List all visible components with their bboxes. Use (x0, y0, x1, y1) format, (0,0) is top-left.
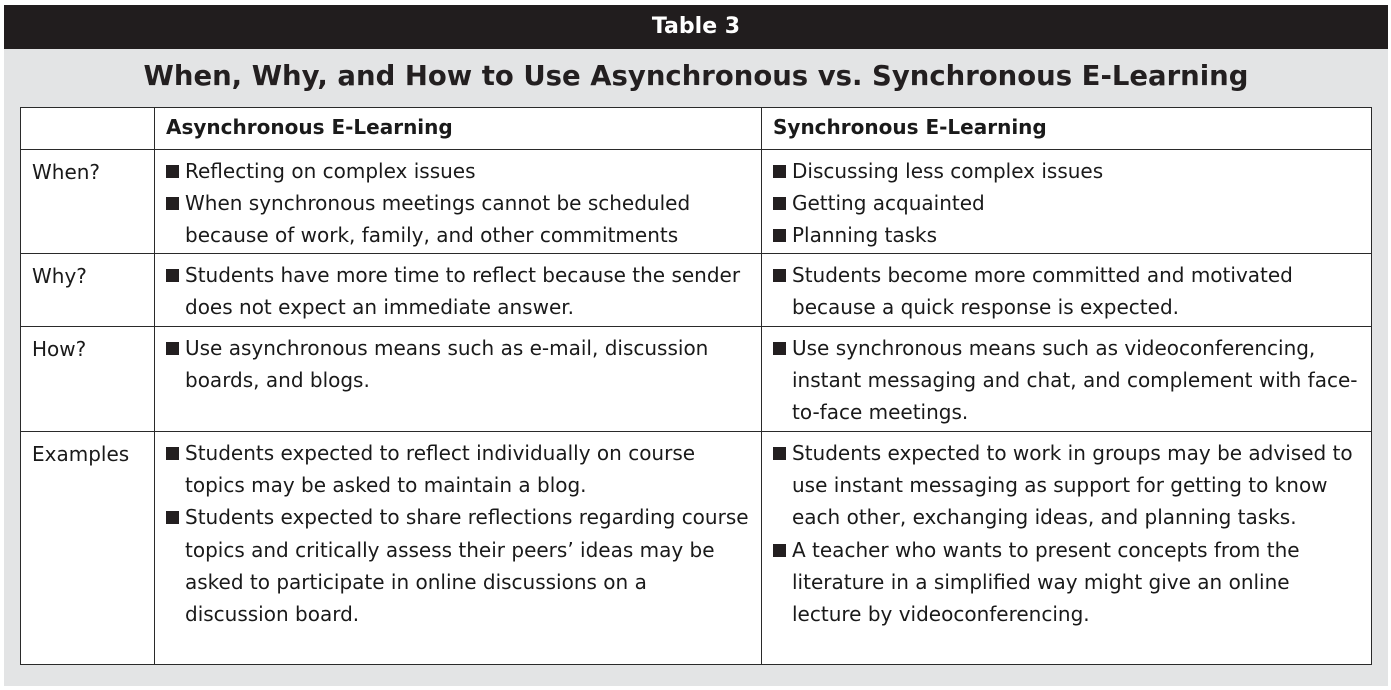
square-bullet-icon (773, 165, 786, 178)
list-item: When synchronous meetings cannot be scheduled because of work, family, and other commitments (166, 187, 755, 251)
table-row-why (21, 254, 1372, 327)
list-item: Students expected to work in groups may be advised to use instant messaging as support for getting to know each other, exchanging ideas, and planning tasks. (773, 437, 1365, 534)
row-label: Examples (21, 432, 155, 665)
synchronous-cell (762, 432, 1372, 665)
square-bullet-icon (166, 197, 179, 210)
row-label: How? (21, 327, 155, 432)
square-bullet-icon (773, 197, 786, 210)
asynchronous-cell (155, 150, 762, 254)
row-label: When? (21, 150, 155, 254)
square-bullet-icon (773, 269, 786, 282)
list-item: Use asynchronous means such as e-mail, discussion boards, and blogs. (166, 332, 755, 396)
list-item: Students become more committed and motivated because a quick response is expected. (773, 259, 1365, 323)
list-item: Students expected to reflect individually on course topics may be asked to maintain a blog. (166, 437, 755, 501)
asynchronous-cell (155, 254, 762, 327)
table-row-when (21, 150, 1372, 254)
square-bullet-icon (773, 229, 786, 242)
list-item: Reflecting on complex issues (166, 155, 755, 187)
table-row-how (21, 327, 1372, 432)
comparison-table (20, 107, 1372, 665)
square-bullet-icon (166, 165, 179, 178)
asynchronous-cell (155, 432, 762, 665)
list-item: Students have more time to reflect because the sender does not expect an immediate answer. (166, 259, 755, 323)
list-item: Students expected to share reflections regarding course topics and critically assess their peers’ ideas may be asked to participate in online discussions on a discussion board. (166, 501, 755, 630)
row-label: Why? (21, 254, 155, 327)
header-synchronous: Synchronous E-Learning (762, 108, 1372, 150)
header-corner (21, 108, 155, 150)
table-row-examples (21, 432, 1372, 665)
list-item: Use synchronous means such as videoconferencing, instant messaging and chat, and complement with face-to-face meetings. (773, 332, 1365, 429)
square-bullet-icon (166, 342, 179, 355)
table-label: Table 3 (4, 5, 1388, 49)
asynchronous-cell (155, 327, 762, 432)
table-title: When, Why, and How to Use Asynchronous vs. Synchronous E-Learning (143, 60, 1249, 92)
header-asynchronous: Asynchronous E-Learning (155, 108, 762, 150)
synchronous-cell (762, 150, 1372, 254)
square-bullet-icon (166, 269, 179, 282)
square-bullet-icon (166, 447, 179, 460)
list-item: Planning tasks (773, 219, 1365, 251)
square-bullet-icon (166, 511, 179, 524)
synchronous-cell (762, 327, 1372, 432)
list-item: Getting acquainted (773, 187, 1365, 219)
synchronous-cell (762, 254, 1372, 327)
list-item: Discussing less complex issues (773, 155, 1365, 187)
square-bullet-icon (773, 342, 786, 355)
square-bullet-icon (773, 447, 786, 460)
table-panel (4, 5, 1388, 686)
square-bullet-icon (773, 544, 786, 557)
header-row (21, 108, 1372, 150)
list-item: A teacher who wants to present concepts from the literature in a simplified way might give an online lecture by videoconferencing. (773, 534, 1365, 631)
